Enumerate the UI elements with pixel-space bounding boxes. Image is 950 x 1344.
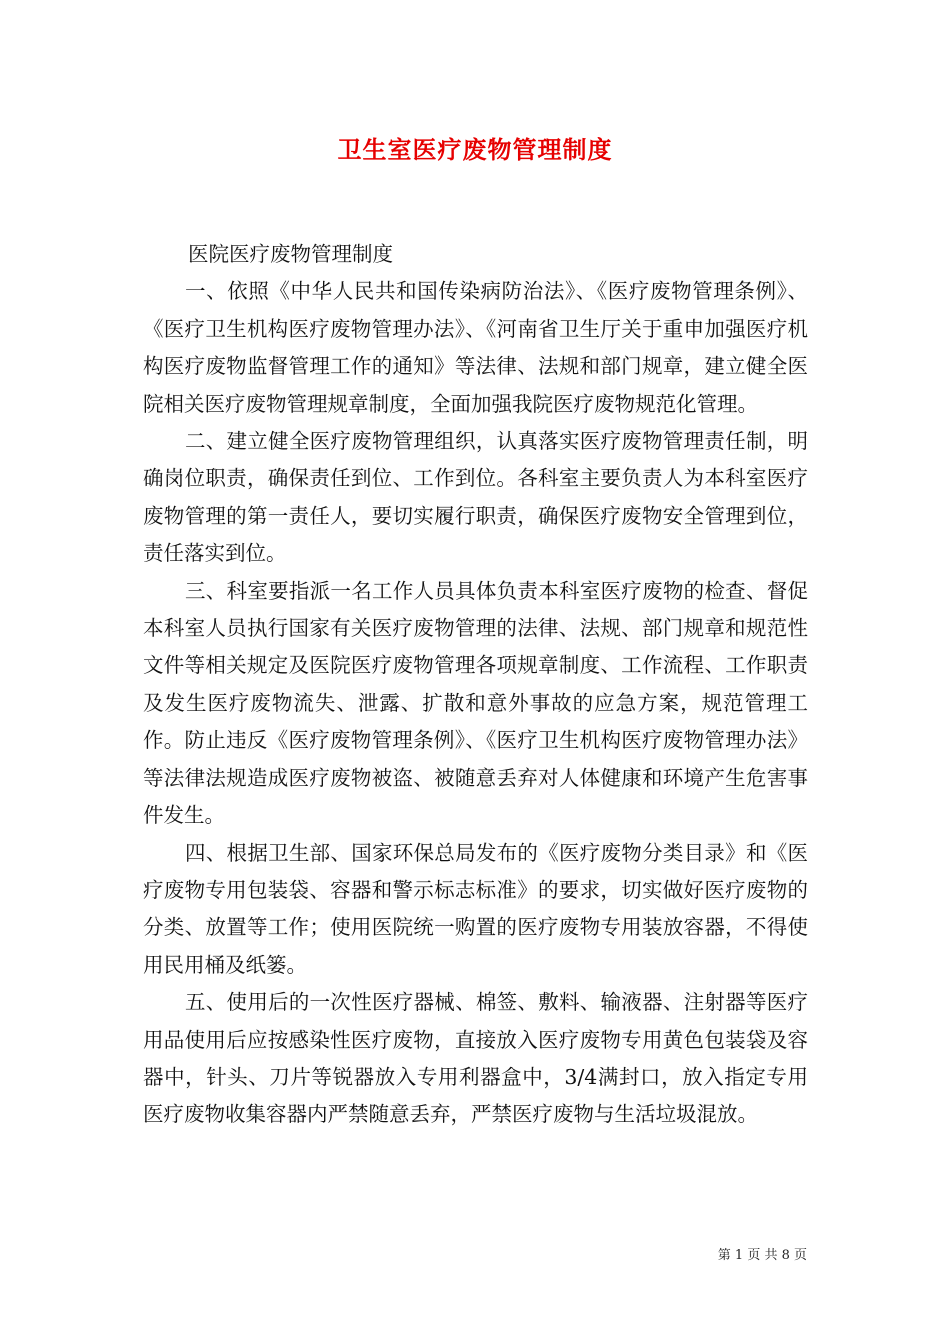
paragraph-3: 三、科室要指派一名工作人员具体负责本科室医疗废物的检查、督促本科室人员执行国家有关医疗废物管理的法律、法规、部门规章和规范性文件等相关规定及医院医疗废物管理各项规章制度、工作流程、工作职责及发生医疗废物流失、泄露、扩散和意外事故的应急方案，规范管理工作。防止违反《医疗废物管理条例》、《医疗卫生机构医疗废物管理办法》等法律法规造成医疗废物被盗、被随意丢弃对人体健康和环境产生危害事件发生。: [143, 578, 808, 828]
paragraph-1: 一、依照《中华人民共和国传染病防治法》、《医疗废物管理条例》、《医疗卫生机构医疗废物管理办法》、《河南省卫生厅关于重申加强医疗机构医疗废物监督管理工作的通知》等法律、法规和部门规章，建立健全医院相关医疗废物管理规章制度，全面加强我院医疗废物规范化管理。: [143, 279, 808, 416]
page-number-footer: 第 1 页 共 8 页: [717, 1248, 807, 1263]
paragraph-5: 五、使用后的一次性医疗器械、棉签、敷料、输液器、注射器等医疗用品使用后应按感染性医疗废物，直接放入医疗废物专用黄色包装袋及容器中，针头、刀片等锐器放入专用利器盒中，3/4满封口，放入指定专用医疗废物收集容器内严禁随意丢弃，严禁医疗废物与生活垃圾混放。: [143, 990, 808, 1127]
document-body: [143, 236, 808, 1134]
document-subtitle: 医院医疗废物管理制度: [188, 242, 393, 266]
paragraph-4: 四、根据卫生部、国家环保总局发布的《医疗废物分类目录》和《医疗废物专用包装袋、容器和警示标志标准》的要求，切实做好医疗废物的分类、放置等工作；使用医院统一购置的医疗废物专用装放容器，不得使用民用桶及纸篓。: [143, 840, 808, 977]
document-title: 卫生室医疗废物管理制度: [337, 135, 613, 164]
paragraph-2: 二、建立健全医疗废物管理组织，认真落实医疗废物管理责任制，明确岗位职责，确保责任到位、工作到位。各科室主要负责人为本科室医疗废物管理的第一责任人，要切实履行职责，确保医疗废物安全管理到位，责任落实到位。: [143, 429, 808, 566]
